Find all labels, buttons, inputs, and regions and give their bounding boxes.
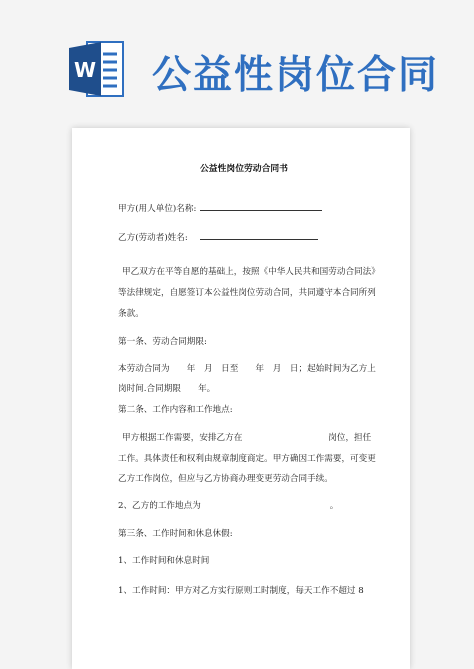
article-2-line-3: 乙方工作岗位，但应与乙方协商办理变更劳动合同手续。 — [118, 474, 333, 484]
article-3-item-1: 1、工作时间和休息时间 — [118, 556, 210, 566]
banner-title: 公益性岗位合同 — [152, 53, 440, 98]
document-page — [72, 128, 410, 669]
party-b-line — [118, 229, 318, 247]
party-b-blank — [200, 229, 318, 240]
intro-line-2: 等法律规定，自愿签订本公益性岗位劳动合同，共同遵守本合同所列 — [118, 288, 376, 298]
article-3-heading: 第三条、工作时间和休息休假: — [118, 529, 233, 539]
article-1-line-1: 本劳动合同为 年 月 日至 年 月 日；起始时间为乙方上 — [118, 364, 376, 374]
article-2-heading: 第二条、工作内容和工作地点: — [118, 405, 233, 415]
party-b-label: 乙方(劳动者)姓名: — [118, 233, 188, 243]
article-1-heading: 第一条、劳动合同期限: — [118, 337, 207, 347]
party-a-blank — [200, 200, 322, 211]
article-2-line-2: 工作。具体责任和权利由规章制度商定。甲方确因工作需要，可变更 — [118, 454, 376, 464]
word-document-icon — [69, 38, 125, 100]
article-2-line-1: 甲方根据工作需要，安排乙方在 岗位，担任 — [122, 433, 372, 443]
article-3-item-1-detail: 1、工作时间：甲方对乙方实行原则工时制度，每天工作不超过 8 — [118, 586, 364, 596]
intro-line-3: 条款。 — [118, 309, 144, 319]
party-a-line — [118, 200, 322, 218]
intro-line-1: 甲乙双方在平等自愿的基础上，按照《中华人民共和国劳动合同法》 — [122, 267, 380, 277]
header-banner — [0, 0, 474, 125]
party-a-label: 甲方(用人单位)名称: — [118, 204, 197, 214]
word-icon-letter: W — [73, 58, 97, 82]
article-2-item-2: 2、乙方的工作地点为 。 — [118, 501, 339, 511]
document-title: 公益性岗位劳动合同书 — [200, 164, 288, 174]
article-1-line-2: 岗时间.合同期限 年。 — [118, 384, 216, 394]
